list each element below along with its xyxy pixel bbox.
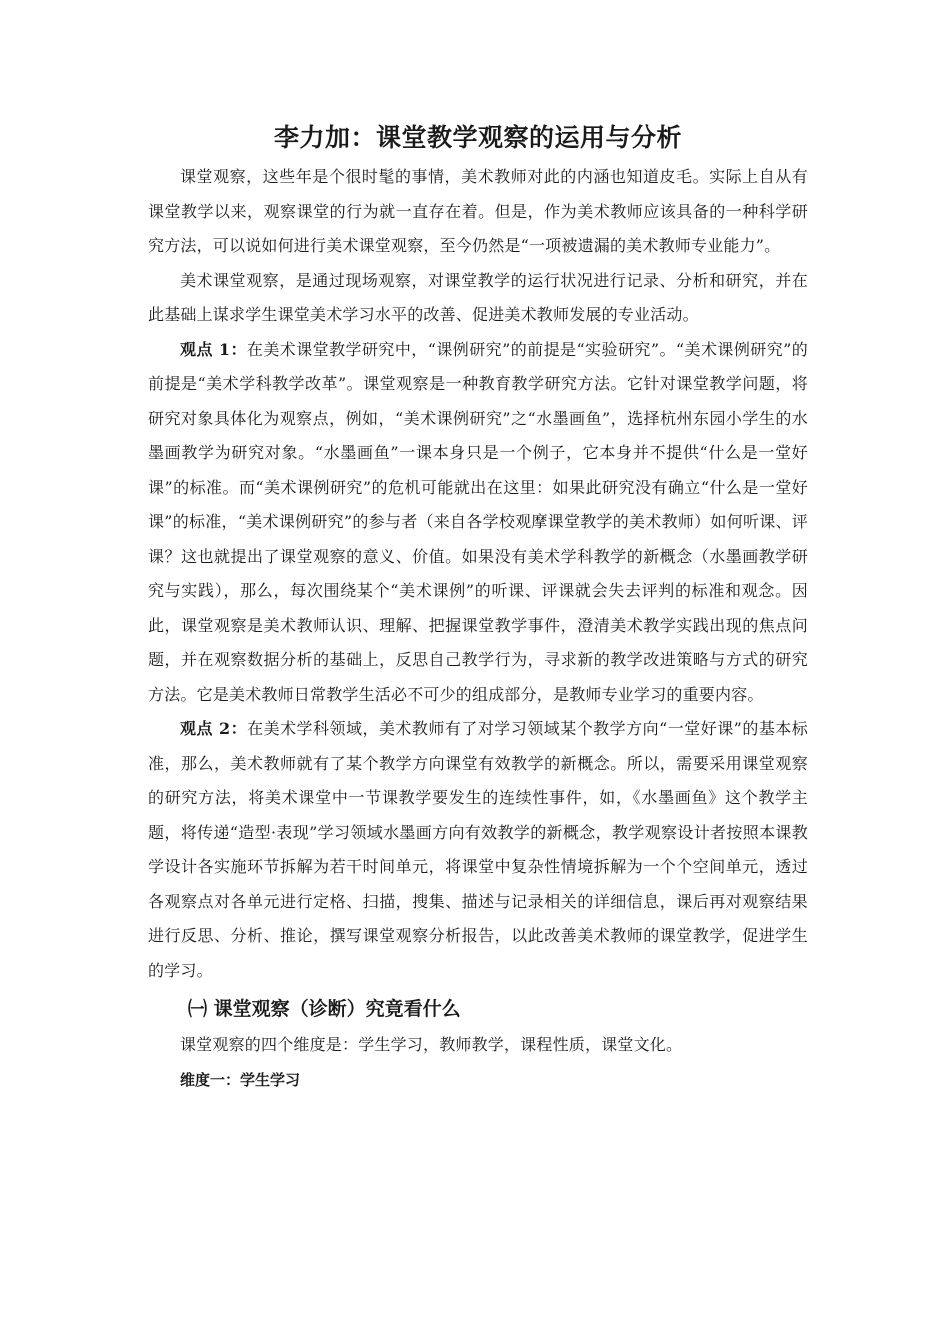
viewpoint-1-paragraph <box>148 333 808 713</box>
intro-paragraph-2: 美术课堂观察，是通过现场观察，对课堂教学的运行状况进行记录、分析和研究，并在此基础上谋求学生课堂美术学习水平的改善、促进美术教师发展的专业活动。 <box>148 270 808 324</box>
dimension-1-heading: 维度一：学生学习 <box>180 1070 301 1089</box>
viewpoint-2-text: 在美术学科领域，美术教师有了对学习领域某个教学方向“一堂好课”的基本标准，那么，美术教师就有了某个教学方向课堂有效教学的新概念。所以，需要采用课堂观察的研究方法，将美术课堂中一节课教学要发生的连续性事件，如，《水墨画鱼》这个教学主题，将传递“造型·表现”学习领域水墨画方向有效教学的新概念，教学观察设计者按照本课教学设计各实施环节拆解为若干时间单元，将课堂中复杂性情境拆解为一个个空间单元，透过各观察点对各单元进行定格、扫描，搜集、描述与记录相关的详细信息，课后再对观察结果进行反思、分析、推论，撰写课堂观察分析报告，以此改善美术教师的课堂教学，促进学生的学习。 <box>148 719 808 980</box>
viewpoint-2-paragraph <box>148 712 808 988</box>
document-title: 李力加：课堂教学观察的运用与分析 <box>273 123 682 152</box>
viewpoint-1-text: 在美术课堂教学研究中，“课例研究”的前提是“实验研究”。“美术课例研究”的前提是“美术学科教学改革”。课堂观察是一种教育教学研究方法。它针对课堂教学问题，将研究对象具体化为观察点，例如，“美术课例研究”之“水墨画鱼”，选择杭州东园小学生的水墨画教学为研究对象。“水墨画鱼”一课本身只是一个例子，它本身并不提供“什么是一堂好课”的标准。而“美术课例研究”的危机可能就出在这里：如果此研究没有确立“什么是一堂好课”的标准，“美术课例研究”的参与者（来自各学校观摩课堂教学的美术教师）如何听课、评课？这也就提出了课堂观察的意义、价值。如果没有美术学科教学的新概念（水墨画教学研究与实践），那么，每次围绕某个“美术课例”的听课、评课就会失去评判的标准和观念。因此，课堂观察是美术教师认识、理解、把握课堂教学事件，澄清美术教学实践出现的焦点问题，并在观察数据分析的基础上，反思自己教学行为，寻求新的教学改进策略与方式的研究方法。它是美术教师日常教学生活必不可少的组成部分，是教师专业学习的重要内容。 <box>148 339 808 704</box>
section-1-heading: ㈠ 课堂观察（诊断）究竟看什么 <box>188 998 461 1020</box>
viewpoint-1-lead: 观点 1： <box>180 339 247 359</box>
section-1-paragraph: 课堂观察的四个维度是：学生学习，教师教学，课程性质，课堂文化。 <box>180 1035 683 1054</box>
viewpoint-2-lead: 观点 2： <box>180 719 248 738</box>
document-page <box>148 118 808 1097</box>
intro-paragraph-1: 课堂观察，这些年是个很时髦的事情，美术教师对此的内涵也知道皮毛。实际上自从有课堂教学以来，观察课堂的行为就一直存在着。但是，作为美术教师应该具备的一种科学研究方法，可以说如何进行美术课堂观察，至今仍然是“一项被遗漏的美术教师专业能力”。 <box>148 167 808 255</box>
